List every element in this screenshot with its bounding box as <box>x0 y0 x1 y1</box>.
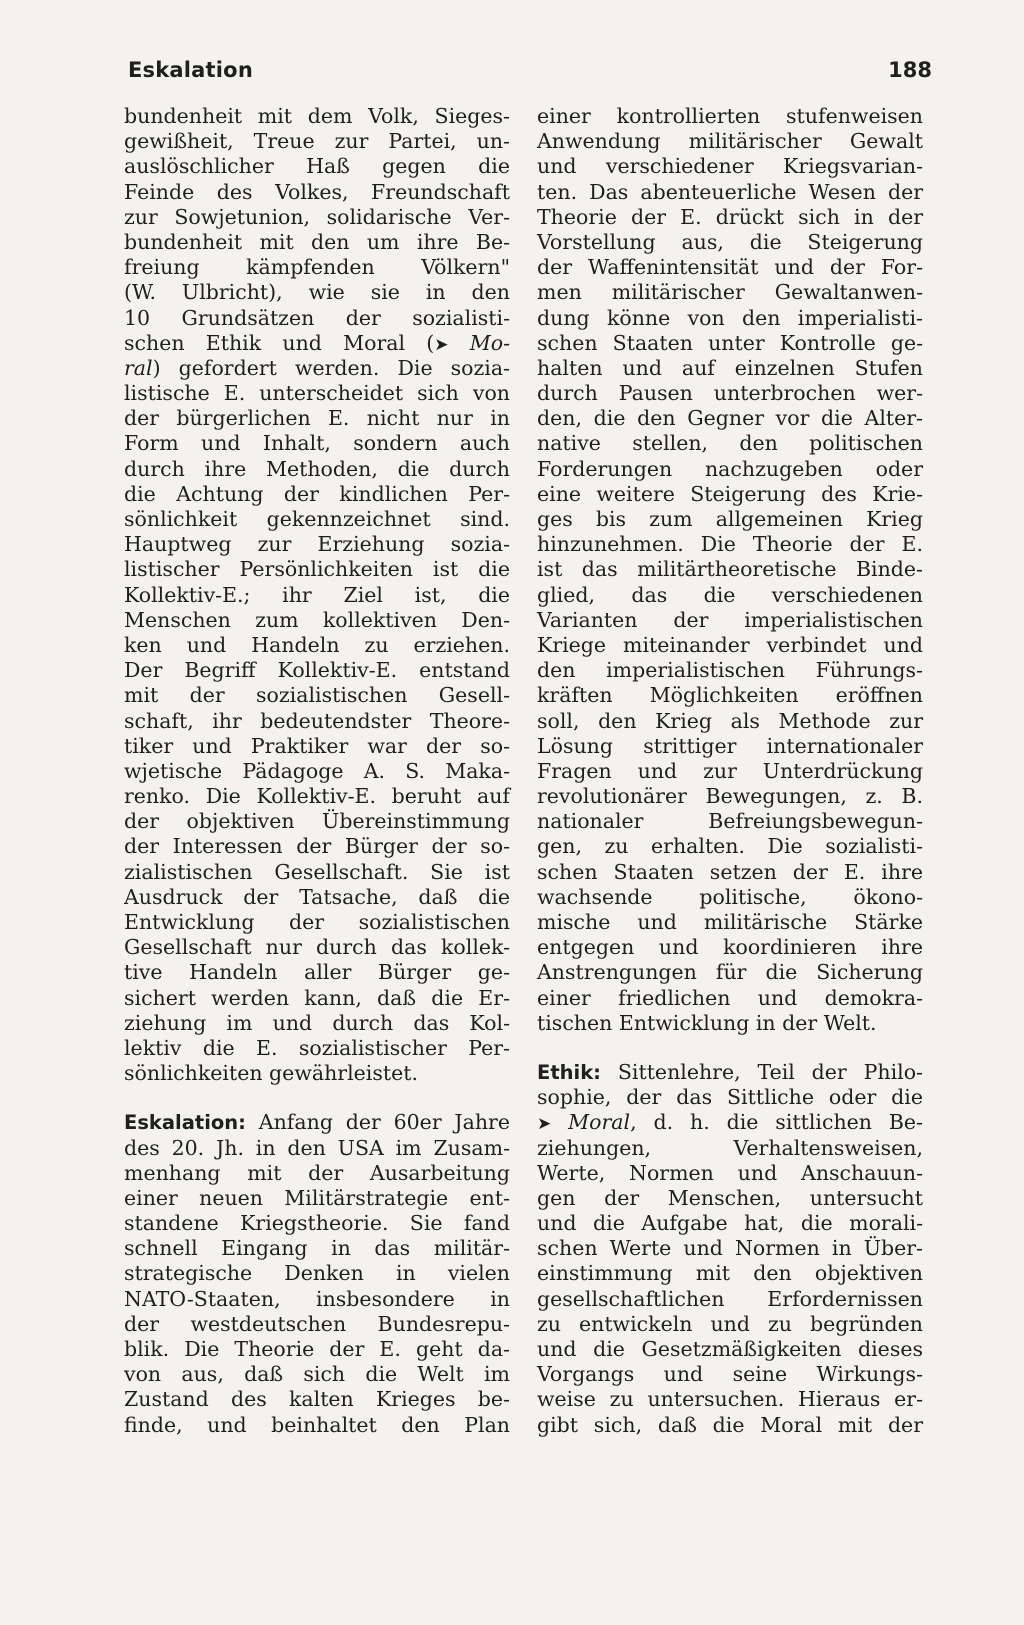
text-line: Form und Inhalt, sondern auch <box>124 431 510 456</box>
text-line: hinzunehmen. Die Theorie der E. <box>537 532 923 557</box>
text-line <box>124 331 510 356</box>
text-line: und verschiedener Kriegsvarian- <box>537 154 923 179</box>
text-line: entgegen und koordinieren ihre <box>537 935 923 960</box>
text-line: durch Pausen unterbrochen wer- <box>537 381 923 406</box>
text-line <box>124 356 510 381</box>
text-line: glied, das die verschiedenen <box>537 582 923 607</box>
text-line: Gesellschaft nur durch das kollek- <box>124 935 510 960</box>
text-line: eine weitere Steigerung des Krie- <box>537 481 923 506</box>
entry-first-line-text: Anfang der 60er Jahre <box>258 1110 510 1135</box>
text-line: einer friedlichen und demokra- <box>537 985 923 1010</box>
text-line: gibt sich, daß die Moral mit der <box>537 1412 923 1437</box>
text-line: der objektiven Übereinstimmung <box>124 809 510 834</box>
text-line: bundenheit mit dem Volk, Sieges- <box>124 104 510 128</box>
text-line: Entwicklung der sozialistischen <box>124 910 510 934</box>
text-line: schaft, ihr bedeutendster Theore- <box>124 708 510 733</box>
right-column <box>537 104 923 1438</box>
text-line: schen Werte und Normen in Über- <box>537 1236 923 1261</box>
text-line: zur Sowjetunion, solidarische Ver- <box>124 204 510 229</box>
text-line: schen Staaten unter Kontrolle ge- <box>537 330 923 355</box>
left-column <box>124 104 510 1438</box>
lemma-eskalation: Eskalation: <box>124 1111 246 1135</box>
entry-eskalation-body <box>124 1136 510 1438</box>
cross-reference-moral-continued[interactable]: ral <box>124 355 153 380</box>
text-line: standene Kriegstheorie. Sie fand <box>124 1211 510 1236</box>
text-line: sichert werden kann, daß die Er- <box>124 985 510 1010</box>
text-line: des 20. Jh. in den USA im Zusam- <box>124 1135 510 1160</box>
text-line: Ausdruck der Tatsache, daß die <box>124 884 510 909</box>
text-line: durch ihre Methoden, die durch <box>124 456 510 481</box>
text-line: Kollektiv-E.; ihr Ziel ist, die <box>124 582 510 607</box>
running-head-title: Eskalation <box>128 58 253 82</box>
lemma-ethik: Ethik: <box>537 1060 601 1084</box>
text-line: wjetische Pädagoge A. S. Maka- <box>124 758 510 783</box>
text-line: ges bis zum allgemeinen Krieg <box>537 507 923 531</box>
text-line: gewißheit, Treue zur Partei, un- <box>124 129 510 154</box>
text-line: zu entwickeln und zu begründen <box>537 1311 923 1336</box>
left-column-continuation-text <box>124 104 510 1086</box>
text-line: gen der Menschen, untersucht <box>537 1185 923 1210</box>
text-line: renko. Die Kollektiv-E. beruht auf <box>124 784 510 809</box>
text-line: 10 Grundsätzen der sozialisti- <box>124 305 510 330</box>
text-line: dung könne von den imperialisti- <box>537 305 923 330</box>
text-line: menhang mit der Ausarbeitung <box>124 1160 510 1185</box>
text-line: gesellschaftlichen Erfordernissen <box>537 1286 923 1311</box>
cross-reference-line <box>537 1110 923 1135</box>
text-line: ziehung im und durch das Kol- <box>124 1010 510 1035</box>
text-line: tive Handeln aller Bürger ge- <box>124 960 510 985</box>
text-line: ist das militärtheoretische Binde- <box>537 557 923 582</box>
text-line: und die Gesetzmäßigkeiten dieses <box>537 1337 923 1361</box>
text-line: tiker und Praktiker war der so- <box>124 733 510 758</box>
cross-reference-arrow-icon: ➤ <box>434 334 449 355</box>
text-line: wachsende politische, ökono- <box>537 884 923 909</box>
text-line: Vorgangs und seine Wirkungs- <box>537 1362 923 1387</box>
text-line: Forderungen nachzugeben oder <box>537 456 923 481</box>
text-line: strategische Denken in vielen <box>124 1261 510 1286</box>
text-line: sönlichkeit gekennzeichnet sind. <box>124 507 510 531</box>
text-line: tischen Entwicklung in der Welt. <box>537 1010 877 1035</box>
text-line: (W. Ulbricht), wie sie in den <box>124 280 510 305</box>
text-line: von aus, daß sich die Welt im <box>124 1362 510 1387</box>
text-line: auslöschlicher Haß gegen die <box>124 154 510 179</box>
entry-ethik <box>537 1060 923 1438</box>
text-fragment: schen Ethik und Moral ( <box>124 330 435 355</box>
text-line: bundenheit mit den um ihre Be- <box>124 229 510 254</box>
text-line: Theorie der E. drückt sich in der <box>537 204 923 229</box>
text-line: zialistischen Gesellschaft. Sie ist <box>124 859 510 884</box>
text-line: die Achtung der kindlichen Per- <box>124 481 510 506</box>
text-line: und die Aufgabe hat, die morali- <box>537 1211 923 1236</box>
text-line: listischer Persönlichkeiten ist die <box>124 557 510 582</box>
text-line: native stellen, den politischen <box>537 431 923 456</box>
text-line: Anstrengungen für die Sicherung <box>537 960 923 985</box>
entry-gap <box>537 1036 923 1060</box>
text-line: lektiv die E. sozialistischer Per- <box>124 1035 510 1060</box>
text-line: blik. Die Theorie der E. geht da- <box>124 1337 510 1361</box>
right-column-continuation-text <box>537 104 923 1036</box>
entry-first-line <box>124 1110 510 1135</box>
text-line: mische und militärische Stärke <box>537 910 923 934</box>
text-line: ken und Handeln zu erziehen. <box>124 632 510 657</box>
text-line: der westdeutschen Bundesrepu- <box>124 1311 510 1336</box>
text-line: finde, und beinhaltet den Plan <box>124 1412 510 1437</box>
cross-reference-moral[interactable]: Mo- <box>469 330 510 355</box>
entry-first-line <box>537 1060 923 1085</box>
cross-reference-arrow-icon: ➤ <box>537 1114 552 1135</box>
text-line: Vorstellung aus, die Steigerung <box>537 229 923 254</box>
text-line: gen, zu erhalten. Die sozialisti- <box>537 834 923 859</box>
text-line: Feinde des Volkes, Freundschaft <box>124 179 510 204</box>
text-line: kräften Möglichkeiten eröffnen <box>537 683 923 708</box>
text-line: ziehungen, Verhaltensweisen, <box>537 1135 923 1160</box>
text-line: Menschen zum kollektiven Den- <box>124 607 510 632</box>
text-line: Kriege miteinander verbindet und <box>537 632 923 657</box>
text-line: Zustand des kalten Krieges be- <box>124 1387 510 1412</box>
text-line: Anwendung militärischer Gewalt <box>537 129 923 154</box>
text-fragment: , d. h. die sittlichen Be- <box>630 1110 923 1135</box>
text-fragment: ) gefordert werden. Die sozia- <box>152 355 510 380</box>
text-line: Hauptweg zur Erziehung sozia- <box>124 532 510 557</box>
text-line: ten. Das abenteuerliche Wesen der <box>537 179 923 204</box>
text-line: schen Staaten setzen der E. ihre <box>537 859 923 884</box>
entry-first-line-text: Sittenlehre, Teil der Philo- <box>617 1059 923 1084</box>
page-number: 188 <box>888 58 932 82</box>
text-line: nationaler Befreiungsbewegun- <box>537 809 923 834</box>
text-line: der Interessen der Bürger der so- <box>124 834 510 859</box>
text-line: mit der sozialistischen Gesell- <box>124 683 510 708</box>
text-line: Lösung strittiger internationaler <box>537 733 923 758</box>
text-line: Der Begriff Kollektiv-E. entstand <box>124 658 510 683</box>
text-line: den imperialistischen Führungs- <box>537 658 923 683</box>
text-line: freiung kämpfenden Völkern" <box>124 255 510 280</box>
entry-eskalation <box>124 1110 510 1437</box>
text-line: Werte, Normen und Anschauun- <box>537 1160 923 1185</box>
entry-gap <box>124 1086 510 1110</box>
text-line: Fragen und zur Unterdrückung <box>537 758 923 783</box>
text-line: soll, den Krieg als Methode zur <box>537 708 923 733</box>
text-line: revolutionärer Bewegungen, z. B. <box>537 784 923 809</box>
text-line: weise zu untersuchen. Hieraus er- <box>537 1387 923 1412</box>
text-line: NATO-Staaten, insbesondere in <box>124 1286 510 1311</box>
text-line: der bürgerlichen E. nicht nur in <box>124 406 510 431</box>
text-line: einer neuen Militärstrategie ent- <box>124 1185 510 1210</box>
cross-reference-moral[interactable]: Moral <box>568 1110 631 1135</box>
text-line: schnell Eingang in das militär- <box>124 1236 510 1261</box>
text-line: sophie, der das Sittliche oder die <box>537 1085 923 1110</box>
text-line: halten und auf einzelnen Stufen <box>537 355 923 380</box>
text-line: listische E. unterscheidet sich von <box>124 381 510 406</box>
entry-ethik-body <box>537 1136 923 1438</box>
text-line: Varianten der imperialistischen <box>537 607 923 632</box>
text-line: einstimmung mit den objektiven <box>537 1261 923 1286</box>
text-line: sönlichkeiten gewährleistet. <box>124 1061 418 1086</box>
text-line: der Waffenintensität und der For- <box>537 255 923 280</box>
text-line: den, die den Gegner vor die Alter- <box>537 406 923 431</box>
text-line: men militärischer Gewaltanwen- <box>537 280 923 305</box>
text-line: einer kontrollierten stufenweisen <box>537 104 923 128</box>
